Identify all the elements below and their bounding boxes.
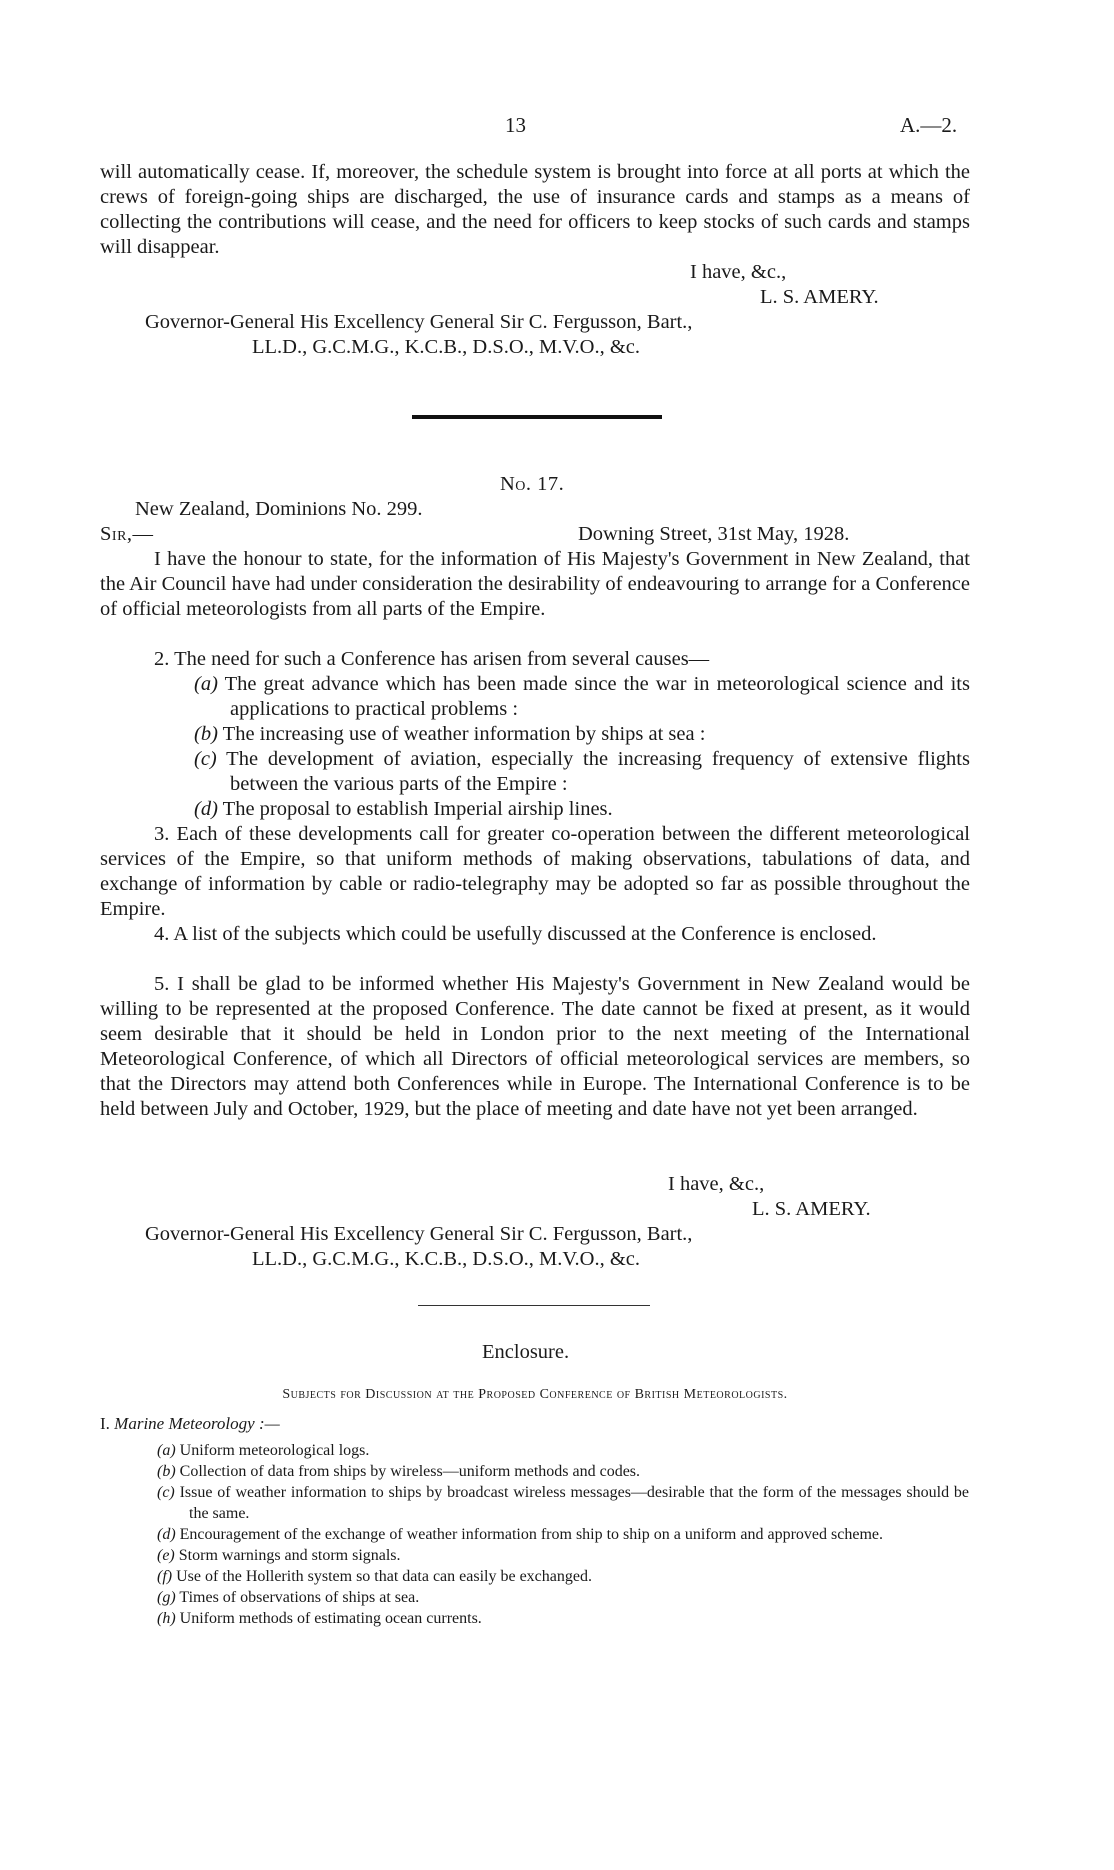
section-label: I. [100,1414,110,1433]
letter1-signature: L. S. AMERY. [760,286,879,308]
item-label: (g) [157,1589,176,1606]
enclosure-section-heading [100,1413,280,1435]
cause-text: The great advance which has been made since the war in meteorological science and its applications to practical problems : [224,673,970,720]
letter1-addressee-line1: Governor-General His Excellency General Sir C. Fergusson, Bart., [145,311,693,333]
cause-label: (b) [194,723,218,745]
place-date: Downing Street, 31st May, 1928. [578,523,850,545]
item-label: (e) [157,1547,175,1564]
letter1-addressee-line2: LL.D., G.C.M.G., K.C.B., D.S.O., M.V.O., &c. [252,336,641,358]
item-text: Use of the Hollerith system so that data can easily be exchanged. [176,1568,592,1585]
letter2-addressee-line2: LL.D., G.C.M.G., K.C.B., D.S.O., M.V.O., &c. [252,1248,641,1270]
dominion-reference: New Zealand, Dominions No. 299. [135,498,423,520]
letter1-closing: I have, &c., [690,261,787,283]
item-text: Issue of weather information to ships by broadcast wireless messages—desirable that the form of the messages should be the same. [179,1484,970,1522]
item-label: (h) [157,1610,176,1627]
item-text: Collection of data from ships by wireless—uniform methods and codes. [179,1463,641,1480]
letter2-addressee-line1: Governor-General His Excellency General Sir C. Fergusson, Bart., [145,1223,693,1245]
item-text: Times of observations of ships at sea. [179,1589,420,1606]
cause-label: (d) [194,798,218,820]
list-item [91,1482,969,1524]
section-title: Marine Meteorology :— [114,1414,280,1433]
enclosure-title: Subjects for Discussion at the Proposed Conference of British Meteorologists. [282,1387,788,1402]
letter2-signature: L. S. AMERY. [752,1198,871,1220]
item-label: (a) [157,1442,176,1459]
cause-item [100,722,970,747]
document-reference: A.—2. [900,113,958,137]
list-item [91,1545,969,1566]
list-item [91,1608,969,1629]
list-item [91,1524,969,1545]
item-text: Storm warnings and storm signals. [178,1547,401,1564]
item-text: Uniform methods of estimating ocean currents. [179,1610,482,1627]
list-item [91,1461,969,1482]
causes-list [100,672,970,822]
section-divider [412,415,662,419]
item-label: (f) [157,1568,173,1585]
letter2-paragraph-2: 2. The need for such a Conference has arisen from several causes— [154,648,710,670]
enclosure-items-list [91,1440,969,1629]
letter1-paragraph: will automatically cease. If, moreover, the schedule system is brought into force at all ports at which the crews of foreign-going ships are discharged, the use of insurance cards and stamps as a means of collecting the contributions will cease, and the need for officers to keep stocks of such cards and stamps will disappear. [100,161,970,258]
cause-item [100,672,970,722]
item-text: Uniform meteorological logs. [179,1442,370,1459]
list-item [91,1566,969,1587]
cause-text: The increasing use of weather information by ships at sea : [222,723,706,745]
letter2-paragraph-4: 4. A list of the subjects which could be usefully discussed at the Conference is enclosed. [154,923,877,945]
list-item [91,1440,969,1461]
page-number: 13 [505,113,526,137]
cause-item [100,747,970,797]
letter2-paragraph-1: I have the honour to state, for the information of His Majesty's Government in New Zealand, that the Air Council have had under consideration the desirability of endeavouring to arrange for a Conference of official meteorologists from all parts of the Empire. [100,548,970,620]
cause-label: (a) [194,673,218,695]
list-item [91,1587,969,1608]
item-label: (d) [157,1526,176,1543]
enclosure-divider [418,1305,650,1306]
enclosure-heading: Enclosure. [482,1341,570,1363]
item-label: (c) [157,1484,175,1501]
item-text: Encouragement of the exchange of weather information from ship to ship on a uniform and approved scheme. [179,1526,883,1543]
item-label: (b) [157,1463,176,1480]
cause-item [100,797,970,822]
letter2-paragraph-5: 5. I shall be glad to be informed whether His Majesty's Government in New Zealand would be willing to be represented at the proposed Conference. The date cannot be fixed at present, as it would seem desirable that it should be held in London prior to the next meeting of the International Meteorological Conference, of which all Directors of official meteorological services are members, so that the Directors may attend both Conferences while in Europe. The International Conference is to be held between July and October, 1929, but the place of meeting and date have not yet been arranged. [100,973,970,1120]
cause-label: (c) [194,748,217,770]
letter-number: No. 17. [500,473,565,495]
cause-text: The development of aviation, especially the increasing frequency of extensive flights between the various parts of the Empire : [226,748,970,795]
salutation: Sir,— [100,523,154,545]
cause-text: The proposal to establish Imperial airship lines. [222,798,613,820]
letter2-paragraph-3: 3. Each of these developments call for greater co-operation between the different meteorological services of the Empire, so that uniform methods of making observations, tabulations of data, and exchange of information by cable or radio-telegraphy may be adopted so far as possible throughout the Empire. [100,823,970,920]
letter2-closing: I have, &c., [668,1173,765,1195]
